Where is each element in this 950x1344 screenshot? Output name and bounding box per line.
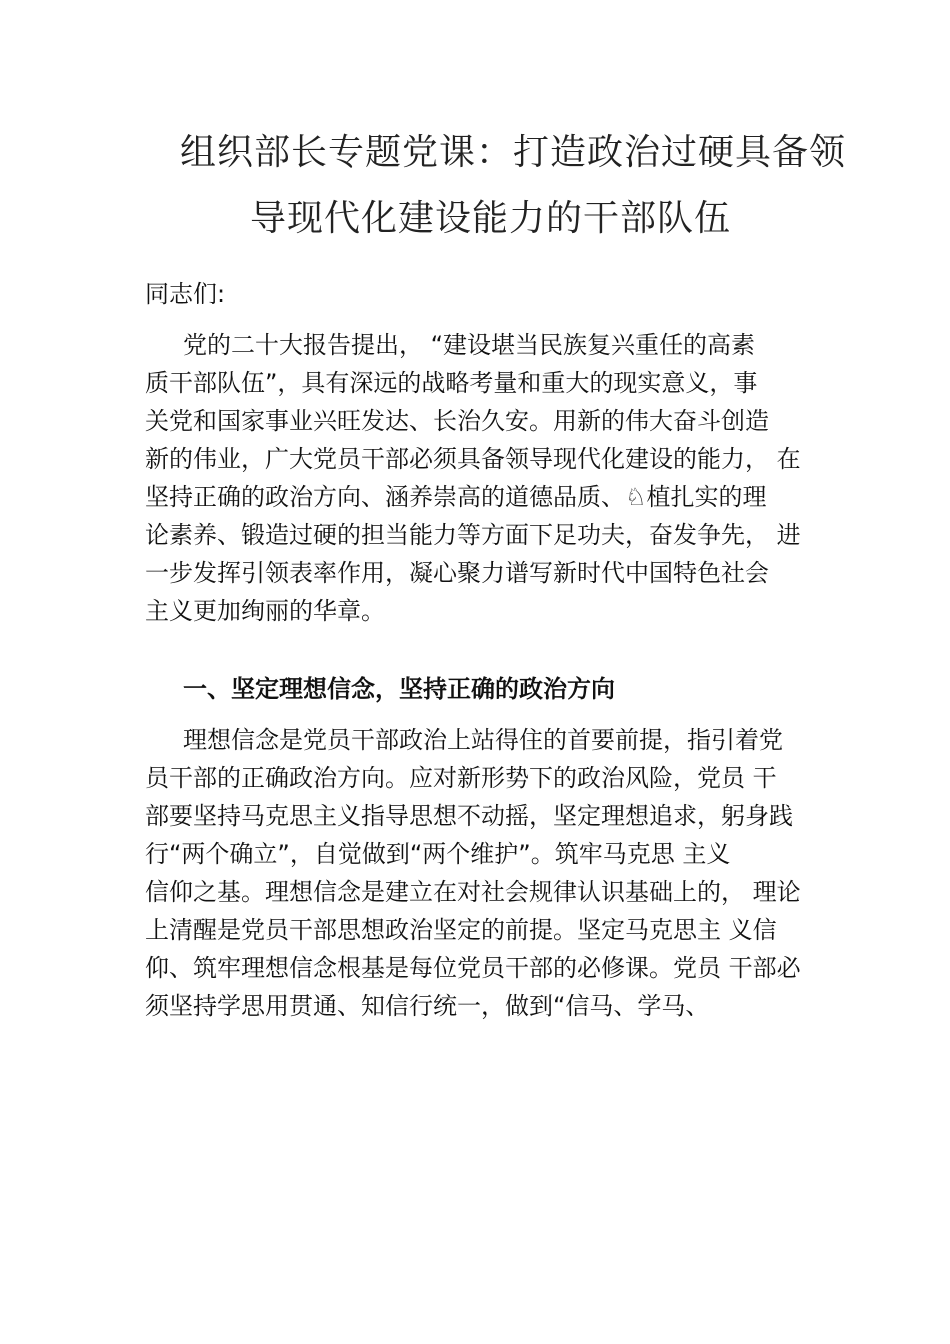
section-heading-1: 一、坚定理想信念，坚持正确的政治方向 (183, 675, 615, 703)
document-title-line-2: 导现代化建设能力的干部队伍 (250, 198, 732, 239)
paragraph-line: 理想信念是党员干部政治上站得住的首要前提，指引着党 (183, 726, 783, 754)
paragraph-line: 一步发挥引领表率作用，凝心聚力谱写新时代中国特色社会 (145, 559, 769, 587)
paragraph-line: 坚持正确的政治方向、涵养崇高的道德品质、♘植扎实的理 (145, 483, 767, 511)
paragraph-line: 论素养、锻造过硬的担当能力等方面下足功夫，奋发争先， 进 (145, 521, 801, 549)
paragraph-intro (145, 326, 835, 630)
paragraph-line: 员干部的正确政治方向。应对新形势下的政治风险，党员 干 (145, 764, 777, 792)
greeting: 同志们: (145, 280, 226, 308)
paragraph-line: 主义更加绚丽的华章。 (145, 597, 385, 625)
paragraph-line: 仰、筑牢理想信念根基是每位党员干部的必修课。党员 干部必 (145, 954, 801, 982)
paragraph-line: 信仰之基。理想信念是建立在对社会规律认识基础上的， 理论 (145, 878, 801, 906)
paragraph-line: 关党和国家事业兴旺发达、长治久安。用新的伟大奋斗创造 (145, 407, 769, 435)
paragraph-line: 党的二十大报告提出， “建设堪当民族复兴重任的高素 (183, 331, 756, 359)
paragraph-section-1 (145, 721, 835, 1025)
paragraph-line: 行“两个确立”，自觉做到“两个维护”。筑牢马克思 主义 (145, 840, 731, 868)
paragraph-line: 质干部队伍”，具有深远的战略考量和重大的现实意义，事 (145, 369, 758, 397)
paragraph-line: 新的伟业，广大党员干部必须具备领导现代化建设的能力， 在 (145, 445, 801, 473)
document-title-line-1: 组织部长专题党课：打造政治过硬具备领 (180, 132, 847, 173)
paragraph-line: 部要坚持马克思主义指导思想不动摇，坚定理想追求，躬身践 (145, 802, 793, 830)
paragraph-line: 须坚持学思用贯通、知信行统一，做到“信马、学马、 (145, 992, 710, 1020)
paragraph-line: 上清醒是党员干部思想政治坚定的前提。坚定马克思主 义信 (145, 916, 777, 944)
